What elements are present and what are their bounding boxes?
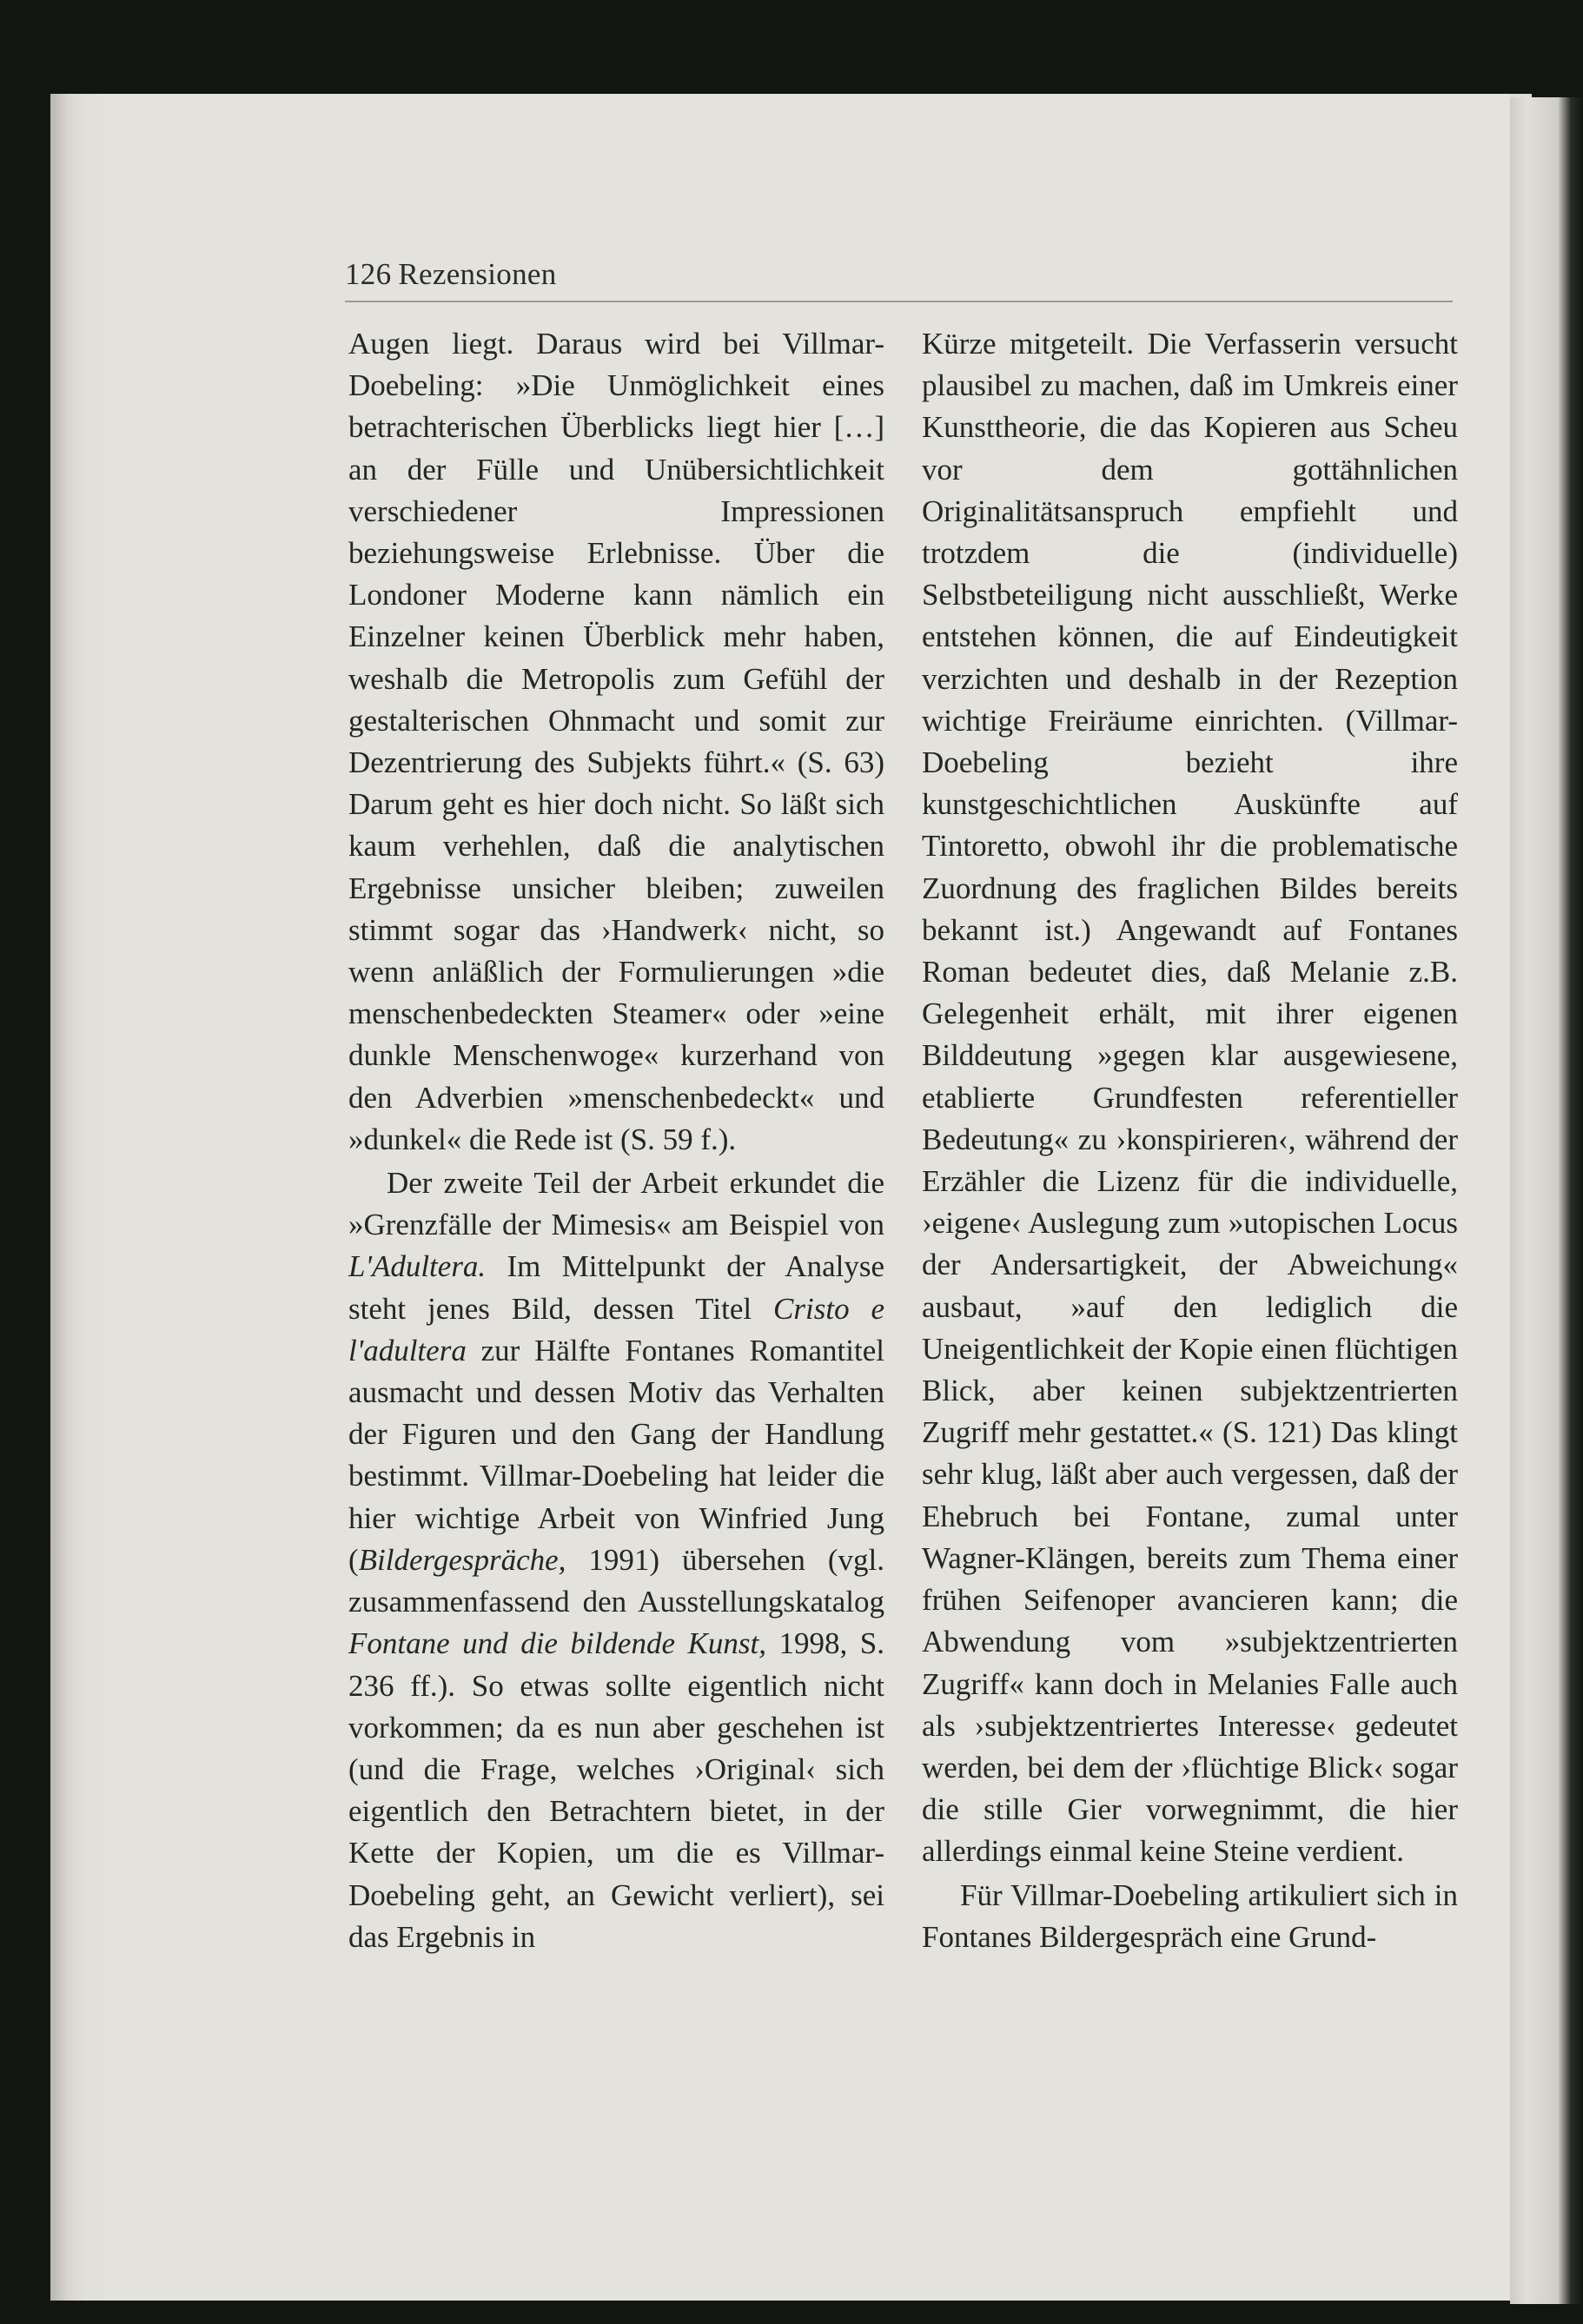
facing-page-edge (1510, 97, 1583, 2304)
text-run: 1991) übersehen (vgl. zusammenfassend den Ausstellungskatalog (348, 1542, 884, 1619)
text-run: zur Hälfte Fontanes Romantitel ausmacht und dessen Motiv das Verhalten der Figuren und den Gang der Handlung bestimmt. Villmar-Doebeling hat leider die hier wichtige Arbeit von Winfried Jung ( (348, 1333, 884, 1577)
paragraph (348, 1162, 884, 1958)
running-title: Rezensionen (398, 257, 557, 291)
text-run: Im Mittelpunkt der Analyse steht jenes Bild, dessen Titel (348, 1249, 884, 1326)
italic-title: Cristo e l'adultera (348, 1291, 884, 1367)
text-run: 1998, S. 236 ff.). So etwas sollte eigentlich nicht vorkommen; da es nun aber geschehen ist (und die Frage, welches ›Original‹ sich eigentlich den Betrachtern bietet, in der Kette der Kopien, um die es Villmar-Doebeling geht, an Gewicht verliert), sei das Ergebnis in (348, 1626, 884, 1954)
right-column (922, 323, 1458, 1958)
paragraph: Augen liegt. Daraus wird bei Villmar-Doebeling: »Die Unmöglichkeit eines betrachterischen Überblicks liegt hier […] an der Fülle und Unübersichtlichkeit verschiedener Impressionen beziehungsweise Erlebnisse. Über die Londoner Moderne kann nämlich ein Einzelner keinen Überblick mehr haben, weshalb die Metropolis zum Gefühl der gestalterischen Ohnmacht und somit zur Dezentrierung des Subjekts führt.« (S. 63) Darum geht es hier doch nicht. So läßt sich kaum verhehlen, daß die analytischen Ergebnisse unsicher bleiben; zuweilen stimmt sogar das ›Handwerk‹ nicht, so wenn anläßlich der Formulierungen »die menschenbedeckten Steamer« oder »eine dunkle Menschenwoge« kurzerhand von den Adverbien »menschenbedeckt« und »dunkel« die Rede ist (S. 59 f.). (348, 327, 884, 1156)
running-header (345, 254, 1453, 302)
italic-title: Fontane und die bildende Kunst, (348, 1626, 766, 1661)
italic-title: Bildergespräche, (358, 1542, 566, 1577)
page-number: 126 (345, 257, 392, 291)
paragraph: Für Villmar-Doebeling artikuliert sich in Fontanes Bildergespräch eine Grund- (922, 1877, 1458, 1954)
paragraph: Kürze mitgeteilt. Die Verfasserin versucht plausibel zu machen, daß im Umkreis einer Kunsttheorie, die das Kopieren aus Scheu vor dem gottähnlichen Originalitätsanspruch empfiehlt und trotzdem die (individuelle) Selbstbeteiligung nicht ausschließt, Werke entstehen können, die auf Eindeutigkeit verzichten und deshalb in der Rezeption wichtige Freiräume einrichten. (Villmar-Doebeling bezieht ihre kunstgeschichtlichen Auskünfte auf Tintoretto, obwohl ihr die problematische Zuordnung des fraglichen Bildes bereits bekannt ist.) Angewandt auf Fontanes Roman bedeutet dies, daß Melanie z.B. Gelegenheit erhält, mit ihrer eigenen Bilddeutung »gegen klar ausgewiesene, etablierte Grundfesten referentieller Bedeutung« zu ›konspirieren‹, während der Erzähler die Lizenz für die individuelle, ›eigene‹ Auslegung zum »utopischen Locus der Andersartigkeit, der Abweichung« ausbaut, »auf den lediglich die Uneigentlichkeit der Kopie einen flüchtigen Blick, aber keinen subjektzentrierten Zugriff mehr gestattet.« (S. 121) Das klingt sehr klug, läßt aber auch vergessen, daß der Ehebruch bei Fontane, zumal unter Wagner-Klängen, bereits zum Thema einer frühen Seifenoper avancieren kann; die Abwendung vom »subjektzentrierten Zugriff« kann doch in Melanies Falle auch als ›subjektzentriertes Interesse‹ gedeutet werden, bei dem der ›flüchtige Blick‹ sogar die stille Gier vorwegnimmt, die hier allerdings einmal keine Steine verdient. (922, 327, 1458, 1869)
italic-title: L'Adultera. (348, 1249, 487, 1284)
left-column (348, 323, 884, 1958)
text-run: Der zweite Teil der Arbeit erkundet die »Grenzfälle der Mimesis« am Beispiel von (348, 1166, 884, 1242)
